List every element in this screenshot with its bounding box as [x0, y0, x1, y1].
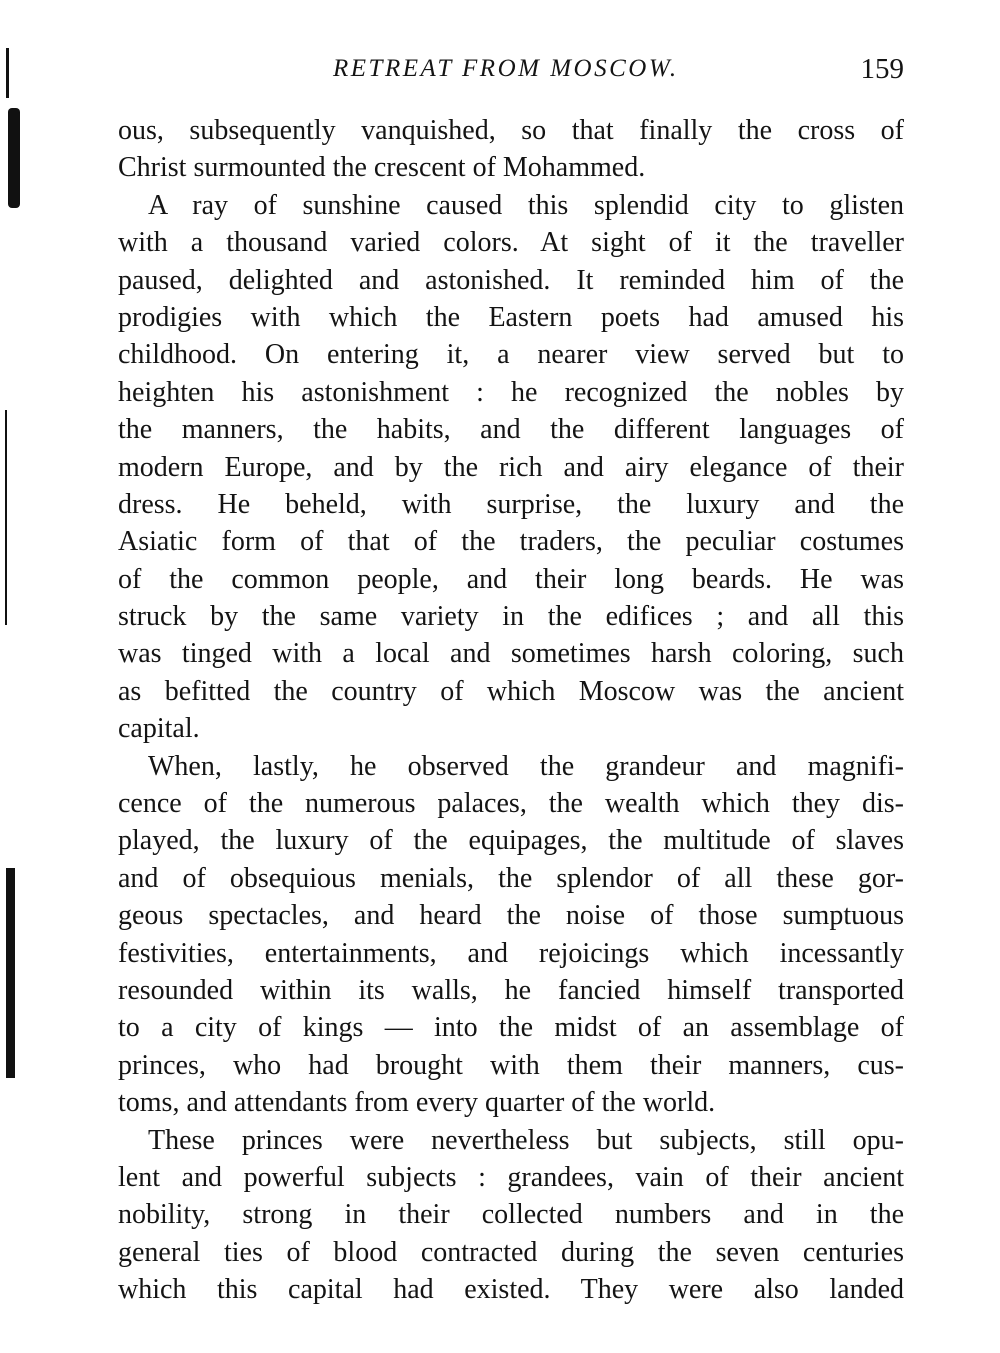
text-line: capital.	[118, 713, 200, 745]
text-line: with a thousand varied colors. At sight of it the traveller	[118, 227, 904, 259]
text-line: heighten his astonishment : he recognized the nobles by	[118, 376, 904, 408]
text-line: dress. He beheld, with surprise, the luxury and the	[118, 488, 904, 520]
text-line: played, the luxury of the equipages, the multitude of slaves	[118, 825, 904, 857]
binding-mark	[5, 410, 7, 625]
text-line: general ties of blood contracted during the seven centuries	[118, 1236, 904, 1268]
text-line: ous, subsequently vanquished, so that finally the cross of	[118, 115, 904, 146]
text-line: toms, and attendants from every quarter of the world.	[118, 1087, 716, 1119]
text-line: of the common people, and their long beards. He was	[118, 563, 904, 595]
text-line: struck by the same variety in the edifices ; and all this	[118, 601, 904, 633]
body-text	[118, 112, 904, 1309]
text-line: Christ surmounted the crescent of Mohammed.	[118, 152, 646, 184]
text-line: lent and powerful subjects : grandees, vain of their ancient	[118, 1161, 904, 1193]
text-line: which this capital had existed. They were also landed	[118, 1274, 904, 1306]
text-line: nobility, strong in their collected numbers and in the	[118, 1199, 904, 1231]
text-line: princes, who had brought with them their manners, cus-	[118, 1049, 904, 1081]
binding-mark	[6, 48, 9, 98]
running-title: RETREAT FROM MOSCOW.	[333, 55, 679, 82]
binding-mark	[6, 868, 15, 1078]
text-line: was tinged with a local and sometimes harsh coloring, such	[118, 638, 904, 670]
text-line: cence of the numerous palaces, the wealth which they dis-	[118, 788, 904, 820]
text-line: These princes were nevertheless but subjects, still opu-	[148, 1124, 904, 1156]
text-line: as befitted the country of which Moscow was the ancient	[118, 675, 904, 707]
text-line: geous spectacles, and heard the noise of those sumptuous	[118, 900, 904, 932]
binding-mark	[8, 108, 20, 208]
page-number: 159	[860, 53, 904, 85]
text-line: the manners, the habits, and the different languages of	[118, 414, 904, 446]
text-line: When, lastly, he observed the grandeur and magnifi-	[148, 750, 904, 782]
text-line: festivities, entertainments, and rejoicings which incessantly	[118, 937, 904, 969]
page-header	[118, 52, 904, 92]
text-line: prodigies with which the Eastern poets had amused his	[118, 301, 904, 333]
text-line: paused, delighted and astonished. It reminded him of the	[118, 264, 904, 296]
text-line: Asiatic form of that of the traders, the peculiar costumes	[118, 526, 904, 558]
text-line: modern Europe, and by the rich and airy elegance of their	[118, 451, 904, 483]
text-line: childhood. On entering it, a nearer view served but to	[118, 339, 904, 371]
text-line: A ray of sunshine caused this splendid city to glisten	[148, 189, 904, 221]
text-line: and of obsequious menials, the splendor of all these gor-	[118, 862, 904, 894]
text-line: to a city of kings — into the midst of an assemblage of	[118, 1012, 904, 1044]
text-line: resounded within its walls, he fancied himself transported	[118, 974, 904, 1006]
